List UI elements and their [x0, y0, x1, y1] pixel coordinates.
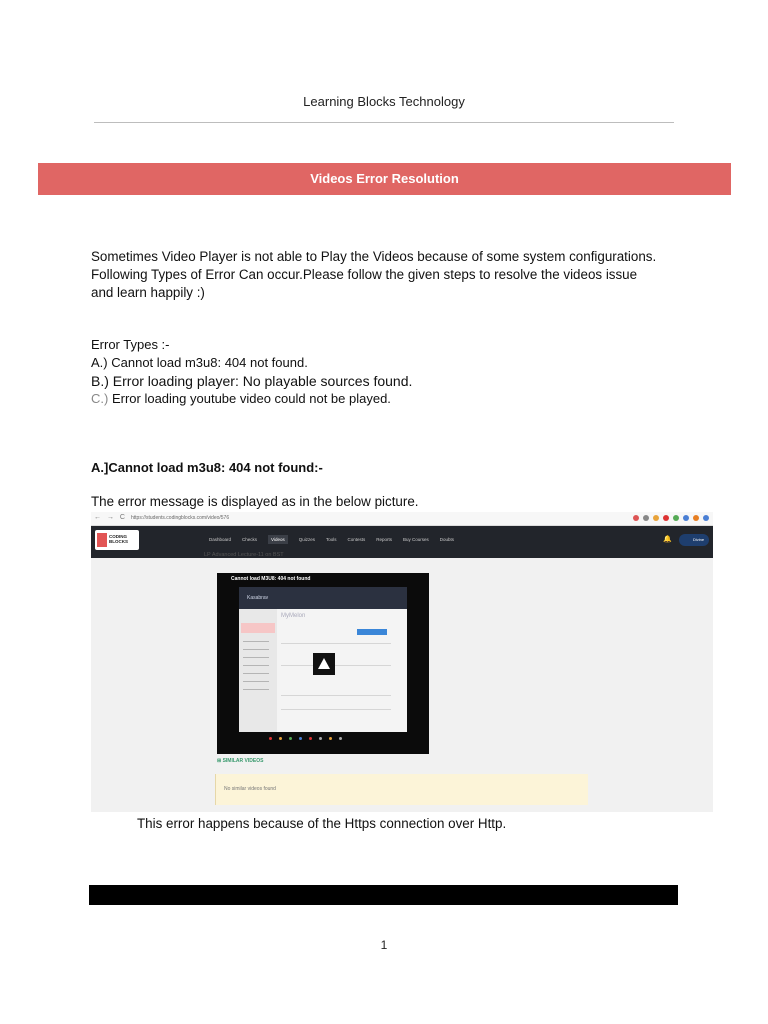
- play-button: [313, 653, 335, 675]
- menu-item-quizzes: Quizzes: [298, 537, 315, 542]
- error-type-text: Error loading player: No playable sources found.: [108, 373, 413, 389]
- browser-nav-icons: ← → C: [94, 514, 127, 521]
- error-types-heading: Error Types :-: [91, 337, 170, 352]
- player-controls: [239, 733, 429, 743]
- control-icon: [309, 737, 312, 740]
- sidebar-line: [243, 665, 269, 666]
- control-icon: [329, 737, 332, 740]
- intro-paragraph: [91, 248, 691, 302]
- control-icon: [299, 737, 302, 740]
- document-header-title: Learning Blocks Technology: [303, 94, 465, 109]
- player-frame-sidebar-highlight: [241, 623, 275, 633]
- extension-icon: [633, 515, 639, 521]
- menu-item-checks: Checks: [242, 537, 258, 542]
- player-error-message: Cannot load M3U8: 404 not found: [231, 576, 311, 582]
- avatar: [679, 534, 709, 546]
- player-frame-button: [357, 629, 387, 635]
- similar-videos-title: ⊞ SIMILAR VIDEOS: [217, 758, 264, 764]
- menu-item-contests: Contests: [347, 537, 366, 542]
- player-frame-row: [281, 665, 391, 666]
- error-explanation: This error happens because of the Https connection over Http.: [137, 816, 507, 831]
- extension-icon: [673, 515, 679, 521]
- logo-mark-icon: [97, 533, 107, 547]
- error-type-text: Cannot load m3u8: 404 not found.: [107, 355, 308, 370]
- error-type-item: [91, 372, 691, 390]
- intro-line-2: Following Types of Error Can occur.Please follow the given steps to resolve the videos issue: [91, 267, 638, 282]
- extension-icon: [683, 515, 689, 521]
- play-triangle-icon: [318, 658, 330, 669]
- error-type-letter: C.): [91, 391, 109, 406]
- error-type-item: [91, 354, 691, 372]
- similar-videos-box: [215, 774, 588, 805]
- menu-item-buy-courses: Buy Courses: [403, 537, 429, 542]
- similar-videos-empty: No similar videos found: [224, 786, 276, 792]
- error-types-list: [91, 336, 691, 408]
- error-screenshot: [91, 512, 713, 812]
- error-type-text: Error loading youtube video could not be played.: [108, 391, 391, 406]
- app-navbar: [91, 526, 713, 558]
- menu-item-doubts: Doubts: [439, 537, 455, 542]
- page-number: 1: [380, 938, 388, 952]
- player-frame-row: [281, 643, 391, 644]
- logo-text-line-2: BLOCKS: [109, 539, 128, 544]
- sidebar-line: [243, 657, 269, 658]
- user-name: Divine: [693, 537, 705, 542]
- sidebar-line: [243, 681, 269, 682]
- extension-icon: [693, 515, 699, 521]
- sidebar-line: [243, 689, 269, 690]
- sidebar-line: [243, 673, 269, 674]
- player-frame-sidebar: [239, 609, 277, 732]
- section-banner: [38, 163, 731, 195]
- error-type-letter: A.): [91, 355, 108, 370]
- extension-icon: [703, 515, 709, 521]
- control-icon: [269, 737, 272, 740]
- intro-line-1: Sometimes Video Player is not able to Play the Videos because of some system configurations.: [91, 249, 657, 264]
- section-a-heading: A.]Cannot load m3u8: 404 not found:-: [91, 460, 323, 475]
- error-type-letter: B.): [91, 373, 109, 389]
- error-type-item: [91, 390, 691, 408]
- sidebar-line: [243, 641, 269, 642]
- player-frame-header-text: Kasabrav: [247, 595, 269, 601]
- menu-item-dashboard: Dashboard: [209, 537, 232, 542]
- logo-text-line-1: CODING: [109, 534, 127, 539]
- coding-blocks-logo: [95, 530, 139, 550]
- player-frame-main: [277, 609, 407, 732]
- picture-caption: The error message is displayed as in the below picture.: [91, 494, 419, 509]
- browser-extension-icons: [633, 515, 709, 521]
- control-icon: [289, 737, 292, 740]
- control-icon: [339, 737, 342, 740]
- browser-address-bar: [91, 512, 713, 526]
- player-frame-title: MyMelon: [281, 613, 306, 619]
- extension-icon: [643, 515, 649, 521]
- sidebar-line: [243, 649, 269, 650]
- redaction-bar: [89, 885, 678, 905]
- extension-icon: [653, 515, 659, 521]
- menu-item-tools: Tools: [325, 537, 337, 542]
- menu-item-reports: Reports: [376, 537, 393, 542]
- logo-text: [109, 534, 128, 544]
- browser-url: https://students.codingblocks.com/video/576: [131, 515, 230, 521]
- banner-title: Videos Error Resolution: [310, 171, 459, 186]
- video-title: LP Advanced Lecture-11 on BST: [204, 552, 284, 558]
- control-icon: [279, 737, 282, 740]
- control-icon: [319, 737, 322, 740]
- menu-item-videos: Videos: [268, 535, 288, 544]
- player-frame-row: [281, 695, 391, 696]
- player-frame-row: [281, 709, 391, 710]
- intro-line-3: and learn happily :): [91, 285, 205, 300]
- player-frame-header: [239, 587, 407, 609]
- app-menu: [209, 537, 454, 544]
- header-divider: [94, 122, 674, 123]
- bell-icon: 🔔: [663, 536, 672, 543]
- video-player: [217, 573, 429, 754]
- extension-icon: [663, 515, 669, 521]
